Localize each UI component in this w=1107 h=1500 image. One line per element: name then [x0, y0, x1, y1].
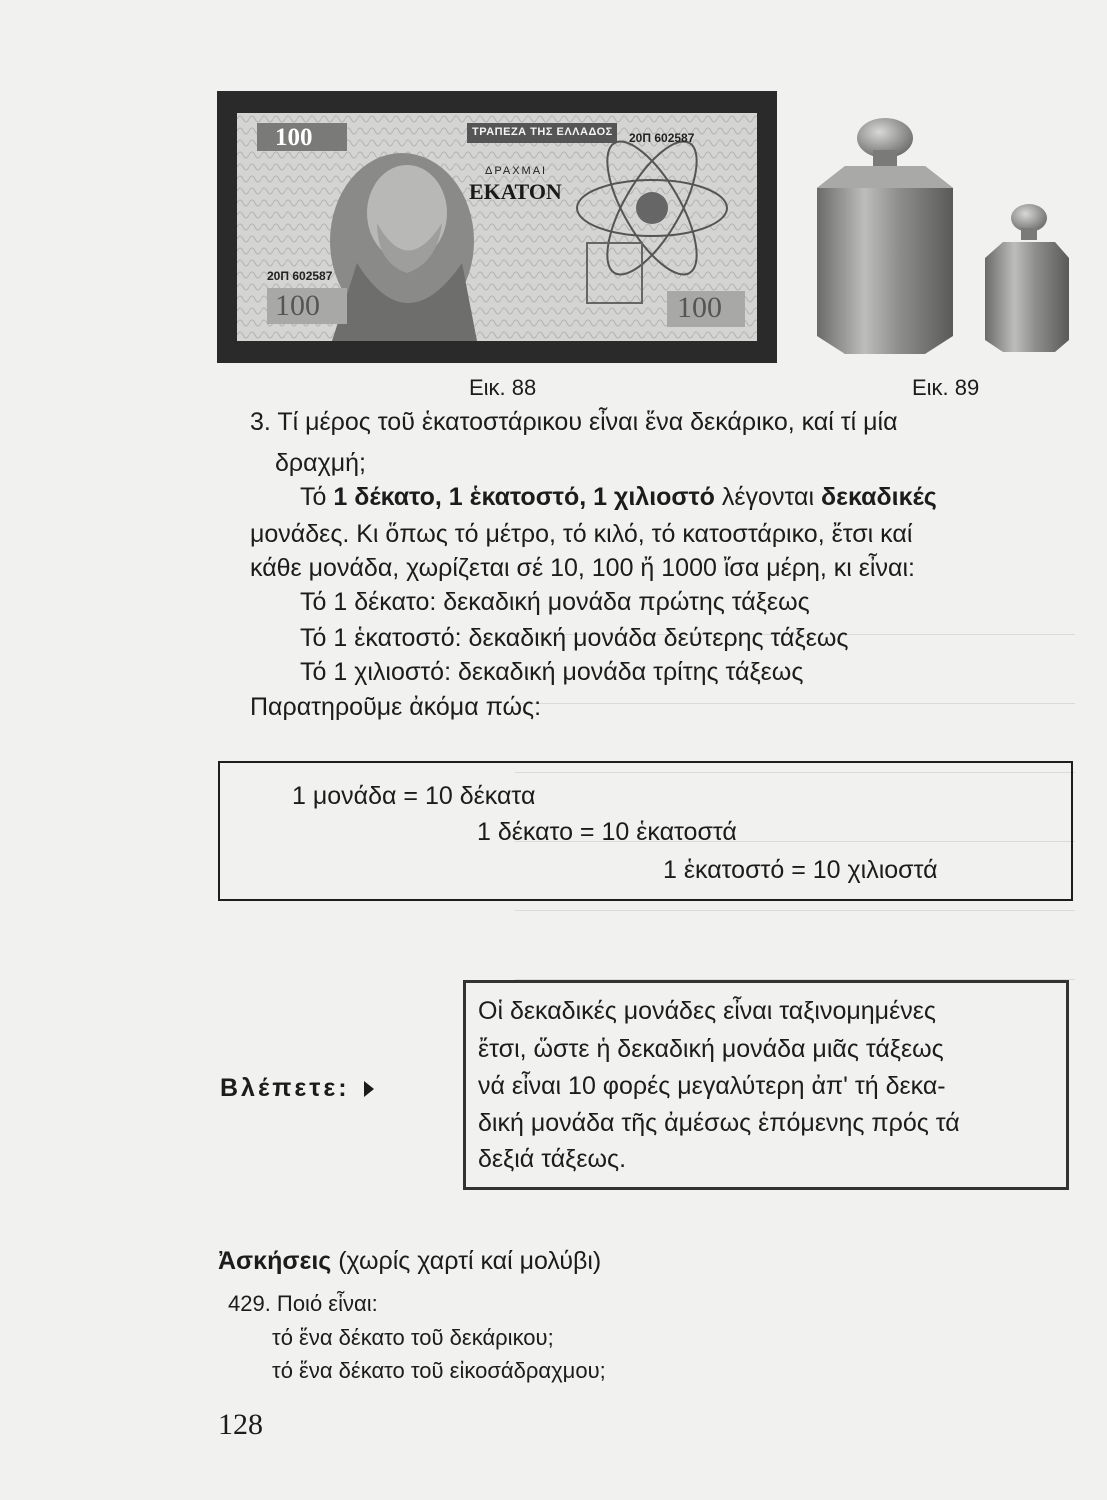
figure-88-caption: Εικ. 88 [469, 375, 537, 400]
banknote-value-bottom-right: 100 [677, 291, 722, 324]
paragraph-bold-decimal: δεκαδικές [820, 483, 937, 511]
exercise-429-a: τό ἕνα δέκατο τοῦ δεκάρικου; [272, 1325, 554, 1350]
definition-hundredth: Τό 1 ἑκατοστό: δεκαδική μονάδα δεύτερης τάξεως [300, 624, 849, 652]
paragraph-text-c: λέγονται [714, 483, 821, 511]
question-3-line2: δραχμή; [275, 449, 366, 477]
page-number: 128 [218, 1408, 263, 1441]
figure-88-banknote-frame [217, 91, 777, 363]
paragraph-line3: κάθε μονάδα, χωρίζεται σέ 10, 100 ἤ 1000 ἴσα μέρη, κι εἶναι: [250, 554, 915, 582]
banknote-serial-top: 20Π 602587 [629, 131, 695, 145]
question-3-line1: 3. Τί μέρος τοῦ ἑκατοστάρικου εἶναι ἕνα δεκάρικο, καί τί μία [250, 408, 898, 436]
paragraph-line2: μονάδες. Κι ὅπως τό μέτρο, τό κιλό, τό κατοστάρικο, ἔτσι καί [250, 520, 913, 548]
equation-hundredth: 1 ἑκατοστό = 10 χιλιοστά [663, 856, 938, 884]
banknote-bank-label: ΤΡΑΠΕΖΑ ΤΗΣ ΕΛΛΑΔΟΣ [472, 126, 613, 138]
paragraph-bold-units: 1 δέκατο, 1 ἑκατοστό, 1 χιλιοστό [333, 483, 715, 511]
exercises-heading [218, 1245, 601, 1277]
pointing-arrow-icon [364, 1081, 374, 1097]
banknote-value-top: 100 [275, 124, 313, 151]
exercises-title: Ἀσκήσεις [218, 1247, 332, 1275]
exercise-429-b: τό ἕνα δέκατο τοῦ εἰκοσάδραχμου; [272, 1358, 606, 1383]
paragraph-text-a: Τό [300, 483, 334, 511]
definition-thousandth: Τό 1 χιλιοστό: δεκαδική μονάδα τρίτης τάξεως [300, 658, 804, 686]
rule-line1: Οἱ δεκαδικές μονάδες εἶναι ταξινομημένες [478, 997, 936, 1025]
exercises-subtitle: (χωρίς χαρτί καί μολύβι) [331, 1247, 602, 1275]
rule-line5: δεξιά τάξεως. [478, 1145, 627, 1173]
equation-unit: 1 μονάδα = 10 δέκατα [292, 782, 536, 810]
rule-line2: ἔτσι, ὥστε ἡ δεκαδική μονάδα μιᾶς τάξεως [478, 1035, 944, 1063]
observe-line: Παρατηροῦμε ἀκόμα πώς: [250, 693, 542, 721]
definition-tenth: Τό 1 δέκατο: δεκαδική μονάδα πρώτης τάξεως [300, 588, 810, 616]
rule-line3: νά εἶναι 10 φορές μεγαλύτερη ἀπ' τή δεκα- [478, 1072, 946, 1100]
paragraph-line1 [300, 481, 937, 513]
exercise-429: 429. Ποιό εἶναι: [228, 1291, 378, 1316]
banknote-word: ΕΚΑΤΟΝ [469, 179, 562, 204]
banknote-serial-left: 20Π 602587 [267, 269, 333, 283]
banknote-value-bottom-left: 100 [275, 289, 320, 322]
banknote-currency: ΔΡΑΧΜΑΙ [485, 165, 548, 177]
figure-89-weights [805, 118, 1075, 358]
see-label [220, 1072, 374, 1104]
equation-tenth: 1 δέκατο = 10 ἑκατοστά [477, 818, 737, 846]
figure-89-caption: Εικ. 89 [912, 375, 980, 400]
small-weight [985, 204, 1069, 352]
rule-line4: δική μονάδα τῆς ἀμέσως ἑπόμενης πρός τά [478, 1109, 960, 1137]
large-weight [817, 118, 953, 354]
see-text: Βλέπετε: [220, 1074, 350, 1102]
